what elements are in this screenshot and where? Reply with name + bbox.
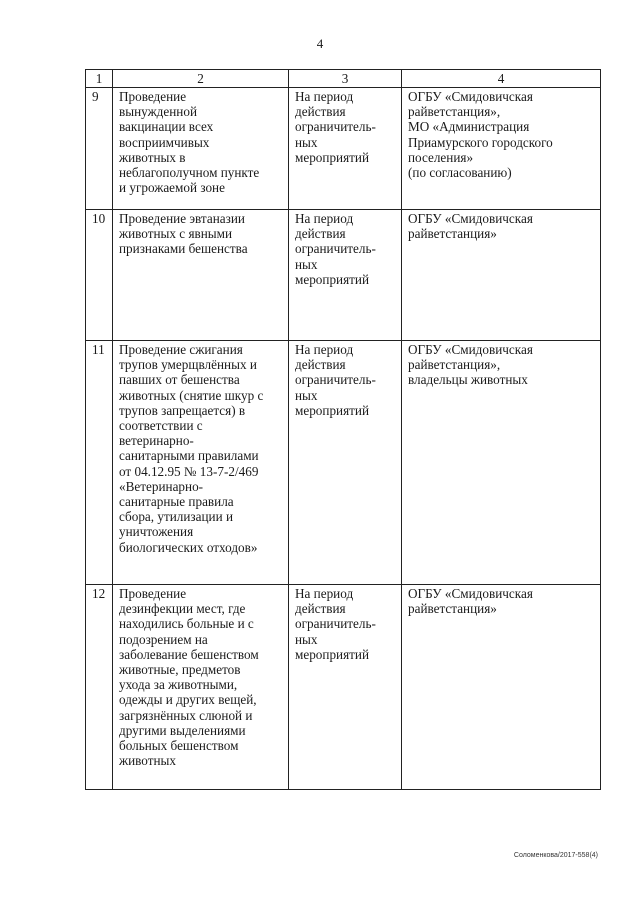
table-row [86, 341, 601, 585]
page-number: 4 [316, 36, 324, 51]
period-text: На период действия ограничитель- ных мероприятий [289, 210, 402, 341]
header-col-3: 3 [289, 70, 402, 88]
table-row [86, 585, 601, 790]
measure-text: Проведение сжигания трупов умерщвлённых и павших от бешенства животных (снятие шкур с трупов запрещается) в соответствии с ветеринарно- санитарными правилами от 04.12.95 № 13-7-2/469 «Ветеринарно- санитарные правила сбора, утилизации и уничтожения биологических отходов» [113, 341, 289, 585]
row-number: 12 [86, 585, 113, 790]
period-text: На период действия ограничитель- ных мероприятий [289, 88, 402, 210]
responsible-text: ОГБУ «Смидовичская райветстанция» [402, 585, 601, 790]
period-text: На период действия ограничитель- ных мероприятий [289, 585, 402, 790]
measure-text: Проведение вынужденной вакцинации всех восприимчивых животных в неблагополучном пункте и угрожаемой зоне [113, 88, 289, 210]
header-col-2: 2 [113, 70, 289, 88]
table-header-row [86, 70, 601, 88]
responsible-text: ОГБУ «Смидовичская райветстанция» [402, 210, 601, 341]
header-col-1: 1 [86, 70, 113, 88]
header-col-4: 4 [402, 70, 601, 88]
table-row [86, 210, 601, 341]
measures-table [85, 69, 601, 790]
responsible-text: ОГБУ «Смидовичская райветстанция», владельцы животных [402, 341, 601, 585]
responsible-text: ОГБУ «Смидовичская райветстанция», МО «Администрация Приамурского городского поселения» (по согласованию) [402, 88, 601, 210]
table-row [86, 88, 601, 210]
footer-code: Соломенкова/2017-558(4) [513, 852, 598, 859]
row-number: 9 [86, 88, 113, 210]
measure-text: Проведение эвтаназии животных с явными признаками бешенства [113, 210, 289, 341]
row-number: 11 [86, 341, 113, 585]
period-text: На период действия ограничитель- ных мероприятий [289, 341, 402, 585]
row-number: 10 [86, 210, 113, 341]
measure-text: Проведение дезинфекции мест, где находились больные и с подозрением на заболевание бешенством животные, предметов ухода за животными, одежды и других вещей, загрязнённых слюной и другими выделениями больных бешенством животных [113, 585, 289, 790]
